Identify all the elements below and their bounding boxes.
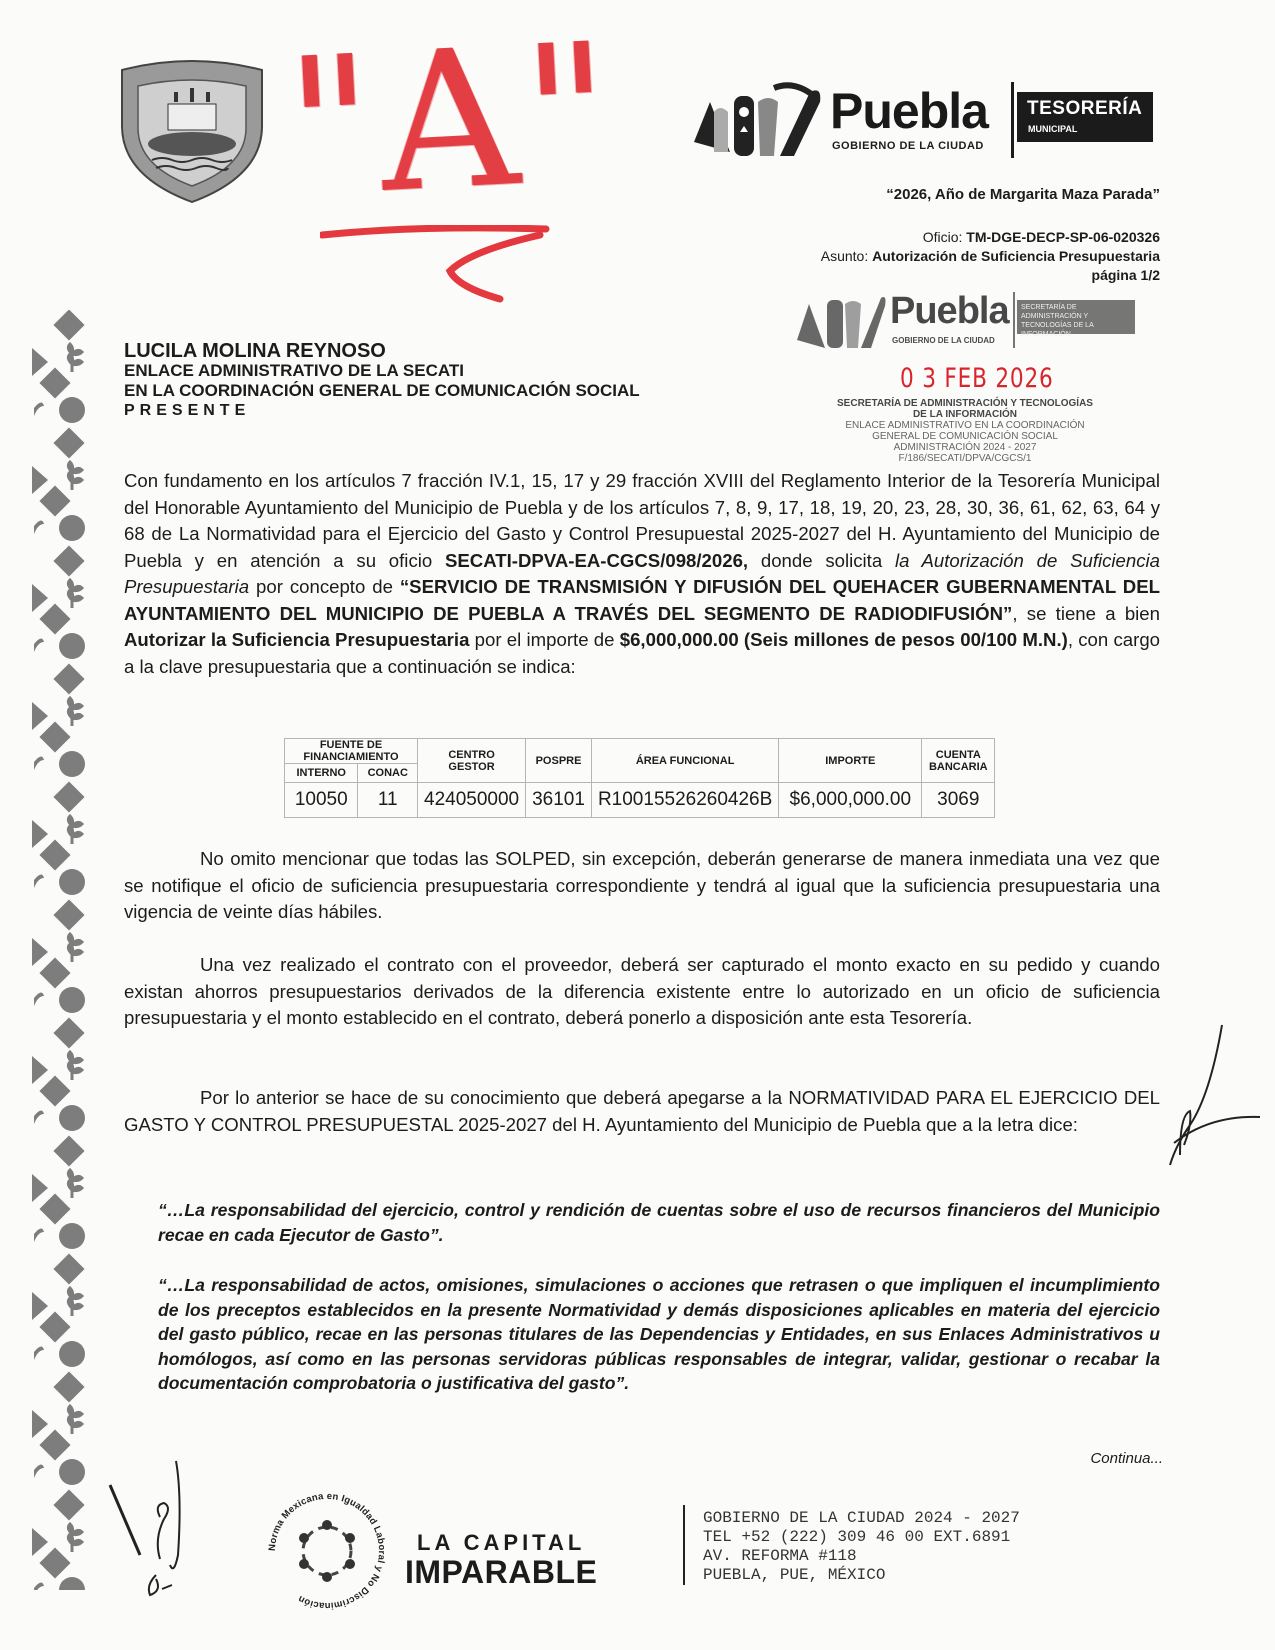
text-run: , con cargo a la clave presupuestaria que a continuación se indica: xyxy=(124,629,1160,677)
header-fuente: FUENTE DE FINANCIAMIENTO xyxy=(285,739,418,764)
document-reference xyxy=(821,228,1160,285)
address-line: AV. REFORMA #118 xyxy=(703,1547,857,1565)
logo-divider xyxy=(1011,82,1014,158)
city-emblem-icon xyxy=(795,290,887,350)
badge-text: Norma Mexicana en Igualdad Laboral y No Discriminación xyxy=(266,1490,388,1612)
header-pospre: POSPRE xyxy=(526,739,592,783)
oficio-label: Oficio: xyxy=(922,229,963,245)
stamp-line: ADMINISTRACIÓN 2024 - 2027 xyxy=(893,442,1037,453)
secati-logo-stamp xyxy=(795,290,1145,352)
logo-wordmark: Puebla xyxy=(890,290,1009,332)
puebla-tesoreria-logo xyxy=(690,82,1160,162)
text-run: donde solicita xyxy=(748,549,895,571)
header-centro-gestor: CENTRO GESTOR xyxy=(418,739,526,783)
handwritten-underline xyxy=(320,225,550,305)
footer-address xyxy=(703,1509,1020,1585)
stamp-line: SECRETARÍA DE ADMINISTRACIÓN Y TECNOLOGÍAS xyxy=(837,398,1093,409)
header-conac: CONAC xyxy=(358,764,418,783)
decorative-border xyxy=(30,310,90,1590)
header-area-funcional: ÁREA FUNCIONAL xyxy=(591,739,778,783)
secretaria-badge: SECRETARÍA DE ADMINISTRACIÓN Y TECNOLOGÍAS DE LA INFORMACIÓN xyxy=(1017,300,1135,334)
request-oficio: SECATI-DPVA-EA-CGCS/098/2026, xyxy=(445,549,749,571)
text-run: , se tiene a bien xyxy=(1012,602,1160,624)
text-run: por el importe de xyxy=(469,629,620,650)
asunto-label: Asunto: xyxy=(820,248,869,264)
received-stamp xyxy=(815,398,1115,464)
budget-key-table xyxy=(284,738,995,818)
cell-area-funcional: R10015526260426B xyxy=(591,783,778,818)
regulation-quote-1: “…La responsabilidad del ejercicio, control y rendición de cuentas sobre el uso de recursos financieros del Municipio recae en cada Ejecutor de Gasto”. xyxy=(158,1200,1160,1245)
authorization-text: Autorizar la Suficiencia Presupuestaria xyxy=(124,629,470,650)
stamp-line: ENLACE ADMINISTRATIVO EN LA COORDINACIÓN xyxy=(845,420,1085,431)
header-cuenta-bancaria: CUENTA BANCARIA xyxy=(922,739,995,783)
text-run: Con fundamento en los artículos 7 fracción IV.1, 15, 17 y 29 fracción XVIII del Reglamento Interior de la Tesorería Municipal del Honorable Ayuntamiento del Municipio de Puebla y de los artículos 7, 8, 9, 17, 18, 19, 20, 23, 28, 30, 36, 61, 62, 63, 64 y 68 de La Normatividad para el Ejercicio del Gasto y Control Presupuestal 2025-2027 del H. Ayuntamiento del Municipio de Puebla y en atención a su oficio xyxy=(124,470,1160,571)
addressee-title: ENLACE ADMINISTRATIVO DE LA SECATI xyxy=(124,361,464,380)
addressee-block xyxy=(124,341,640,421)
stamp-line: DE LA INFORMACIÓN xyxy=(912,409,1018,420)
handwritten-a-mark: "A" xyxy=(281,1,623,240)
salutation: PRESENTE xyxy=(124,402,251,419)
logo-divider xyxy=(1013,292,1015,348)
table-row xyxy=(285,783,995,818)
cell-centro-gestor: 424050000 xyxy=(418,783,526,818)
logo-wordmark: Puebla xyxy=(830,83,988,139)
city-emblem-icon xyxy=(690,82,826,158)
received-date-stamp: 0 3 FEB 2026 xyxy=(900,363,1054,394)
department-title: TESORERÍA xyxy=(1027,98,1143,119)
cell-cuenta-bancaria: 3069 xyxy=(922,783,995,818)
department-subtitle: MUNICIPAL xyxy=(1028,124,1078,134)
body-paragraph-1 xyxy=(124,468,1160,680)
municipal-seal xyxy=(112,56,272,206)
initials-signature xyxy=(100,1455,210,1605)
address-line: GOBIERNO DE LA CIUDAD 2024 - 2027 xyxy=(703,1509,1020,1527)
authorized-amount: $6,000,000.00 (Seis millones de pesos 00/100 M.N.) xyxy=(619,629,1068,650)
equality-certification-badge xyxy=(262,1486,392,1616)
slogan-logo xyxy=(405,1530,597,1588)
body-paragraph-3: Una vez realizado el contrato con el proveedor, deberá ser capturado el monto exacto en su pedido y cuando existan ahorros presupuestarios derivados de la diferencia existente entre lo autorizado en un oficio de suficiencia presupuestaria y el monto establecido en el contrato, deberá ponerlo a disposición ante esta Tesorería. xyxy=(124,954,1160,1028)
addressee-title: EN LA COORDINACIÓN GENERAL DE COMUNICACIÓN SOCIAL xyxy=(124,381,640,400)
addressee-name: LUCILA MOLINA REYNOSO xyxy=(124,340,386,362)
service-concept: “SERVICIO DE TRANSMISIÓN Y DIFUSIÓN DEL QUEHACER GUBERNAMENTAL DEL AYUNTAMIENTO DEL MUNICIPIO DE PUEBLA A TRAVÉS DEL SEGMENTO DE RADIODIFUSIÓN” xyxy=(124,576,1160,624)
regulation-quote-2: “…La responsabilidad de actos, omisiones, simulaciones o acciones que retrasen o que impliquen el incumplimiento de los preceptos establecidos en la presente Normatividad y demás disposiciones aplicables en materia del ejercicio del gasto público, recae en las personas titulares de las Dependencias y Entidades, en sus Enlaces Administrativos u homólogos, así como en las personas servidoras públicas responsables de integrar, validar, gestionar o recabar la documentación comprobatoria o justificativa del gasto”. xyxy=(158,1275,1160,1393)
margin-signature xyxy=(1140,1015,1260,1195)
department-badge xyxy=(1017,92,1153,142)
stamp-line: F/186/SECATI/DPVA/CGCS/1 xyxy=(898,453,1032,464)
address-line: TEL +52 (222) 309 46 00 EXT.6891 xyxy=(703,1528,1011,1546)
continued-note: Continua... xyxy=(1090,1450,1163,1467)
cell-conac: 11 xyxy=(358,783,418,818)
asunto-value: Autorización de Suficiencia Presupuestaria xyxy=(872,248,1160,264)
footer-divider xyxy=(683,1505,685,1585)
page-number: página 1/2 xyxy=(1091,267,1160,283)
address-line: PUEBLA, PUE, MÉXICO xyxy=(703,1566,886,1584)
cell-interno: 10050 xyxy=(285,783,358,818)
year-motto: “2026, Año de Margarita Maza Parada” xyxy=(886,186,1160,203)
text-run: la Autorización de Suficiencia Presupuestaria xyxy=(124,549,1160,597)
body-paragraph-4: Por lo anterior se hace de su conocimiento que deberá apegarse a la NORMATIVIDAD PARA EL EJERCICIO DEL GASTO Y CONTROL PRESUPUESTAL 2025-2027 del H. Ayuntamiento del Municipio de Puebla que a la letra dice: xyxy=(124,1087,1160,1135)
oficio-number: TM-DGE-DECP-SP-06-020326 xyxy=(966,229,1160,245)
slogan-top: LA CAPITAL xyxy=(417,1530,586,1555)
cell-importe: $6,000,000.00 xyxy=(779,783,922,818)
text-run: por concepto de xyxy=(249,576,400,597)
svg-text:Norma Mexicana en Igualdad Lab xyxy=(267,1491,387,1611)
stamp-line: GENERAL DE COMUNICACIÓN SOCIAL xyxy=(872,431,1058,442)
logo-subtitle: GOBIERNO DE LA CIUDAD xyxy=(832,140,984,152)
body-paragraph-2: No omito mencionar que todas las SOLPED, sin excepción, deberán generarse de manera inmediata una vez que se notifique el oficio de suficiencia presupuestaria correspondiente y tendrá al igual que la suficiencia presupuestaria una vigencia de veinte días hábiles. xyxy=(124,848,1160,922)
header-interno: INTERNO xyxy=(285,764,358,783)
slogan-bottom: IMPARABLE xyxy=(405,1554,598,1590)
cell-pospre: 36101 xyxy=(526,783,592,818)
logo-subtitle: GOBIERNO DE LA CIUDAD xyxy=(892,336,995,345)
header-importe: IMPORTE xyxy=(779,739,922,783)
